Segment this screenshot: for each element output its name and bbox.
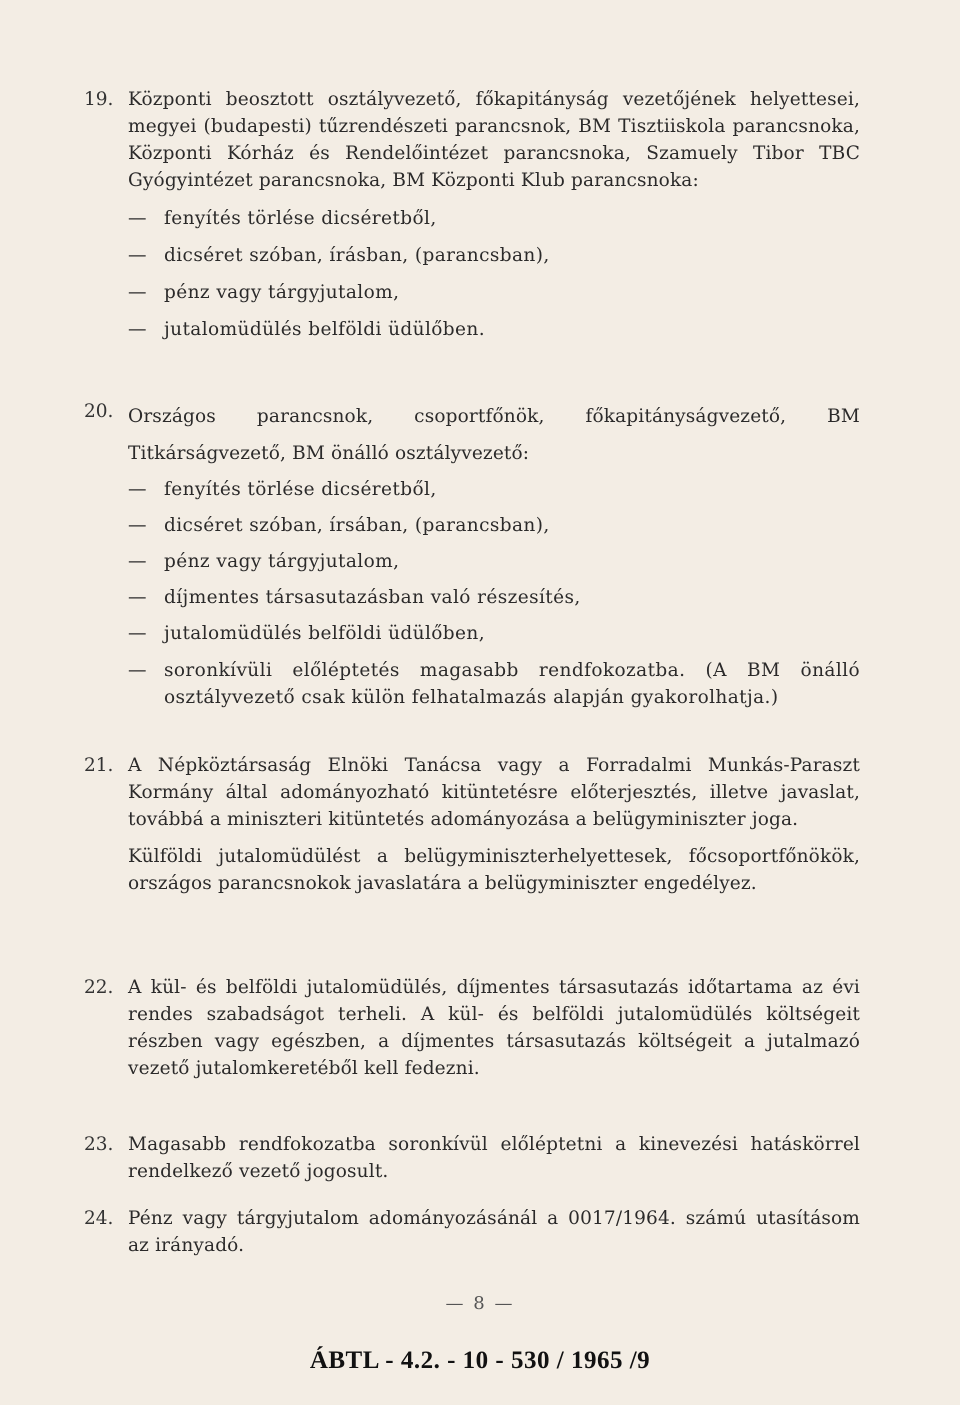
- section-number: 22.: [84, 977, 114, 998]
- paragraph: A kül- és belföldi jutalomüdülés, díjmentes társasutazás időtartama az évi rendes szabadságot terheli. A kül- és belföldi jutalomüdülés költségeit részben vagy egészben, a díjmentes társasutazás költségeit a jutalmazó vezető jutalomkeretéből kell fedezni.: [128, 977, 860, 1079]
- section-intro: Központi beosztott osztályvezető, főkapitányság vezetőjének helyettesei, megyei (budapesti) tűzrendészeti parancsnok, BM Tisztiiskola parancsnoka, Központi Kórház és Rendelőintézet parancsnoka, Szamuely Tibor TBC Gyógyintézet parancsnoka, BM Központi Klub parancsnoka:: [128, 89, 860, 191]
- paragraph: Külföldi jutalomüdülést a belügyminiszterhelyettesek, főcsoportfőnökök, országos parancsnokok javaslatára a belügyminiszter engedélyez.: [128, 846, 860, 894]
- section-number: 23.: [84, 1134, 114, 1155]
- section-19: [84, 86, 860, 348]
- list-item: — pénz vagy tárgyjutalom,: [128, 282, 400, 303]
- list-item: — soronkívüli előléptetés magasabb rendfokozatba. (A BM önálló osztályvezető csak külön felhatalmazás alapján gyakorolhatja.): [128, 660, 860, 708]
- paragraph: A Népköztársaság Elnöki Tanácsa vagy a Forradalmi Munkás-Paraszt Kormány által adományozható kitüntetésre előterjesztés, illetve javaslat, továbbá a miniszteri kitüntetés adományozása a belügyminiszter joga.: [128, 755, 860, 830]
- section-24: [84, 1205, 860, 1259]
- list-item: — dicséret szóban, írsában, (parancsban),: [128, 515, 550, 536]
- list-item: — jutalomüdülés belföldi üdülőben.: [128, 319, 485, 340]
- section-intro: Országos parancsnok, csoportfőnök, főkapitányságvezető, BM Titkárságvezető, BM önálló osztályvezető:: [128, 406, 860, 464]
- page-number: — 8 —: [445, 1293, 515, 1314]
- bullet-list: [128, 200, 860, 348]
- paragraph: Magasabb rendfokozatba soronkívül előléptetni a kinevezési hatáskörrel rendelkező vezető jogosult.: [128, 1134, 860, 1182]
- section-23: [84, 1131, 860, 1185]
- paragraph: Pénz vagy tárgyjutalom adományozásánál a 0017/1964. számú utasításom az irányadó.: [128, 1208, 860, 1256]
- section-21: [84, 752, 860, 897]
- section-number: 21.: [84, 755, 114, 776]
- list-item: — pénz vagy tárgyjutalom,: [128, 551, 400, 572]
- list-item: — jutalomüdülés belföldi üdülőben,: [128, 623, 485, 644]
- list-item: — dicséret szóban, írásban, (parancsban),: [128, 245, 550, 266]
- section-number: 24.: [84, 1208, 114, 1229]
- archive-stamp: ÁBTL - 4.2. - 10 - 530 / 1965 /9: [309, 1347, 651, 1374]
- section-number: 19.: [84, 89, 114, 110]
- section-20: [84, 398, 860, 711]
- list-item: — fenyítés törlése dicséretből,: [128, 479, 437, 500]
- list-item: — fenyítés törlése dicséretből,: [128, 208, 437, 229]
- section-number: 20.: [84, 401, 114, 422]
- section-22: [84, 974, 860, 1082]
- list-item: — díjmentes társasutazásban való részesítés,: [128, 587, 581, 608]
- bullet-list: [128, 472, 860, 711]
